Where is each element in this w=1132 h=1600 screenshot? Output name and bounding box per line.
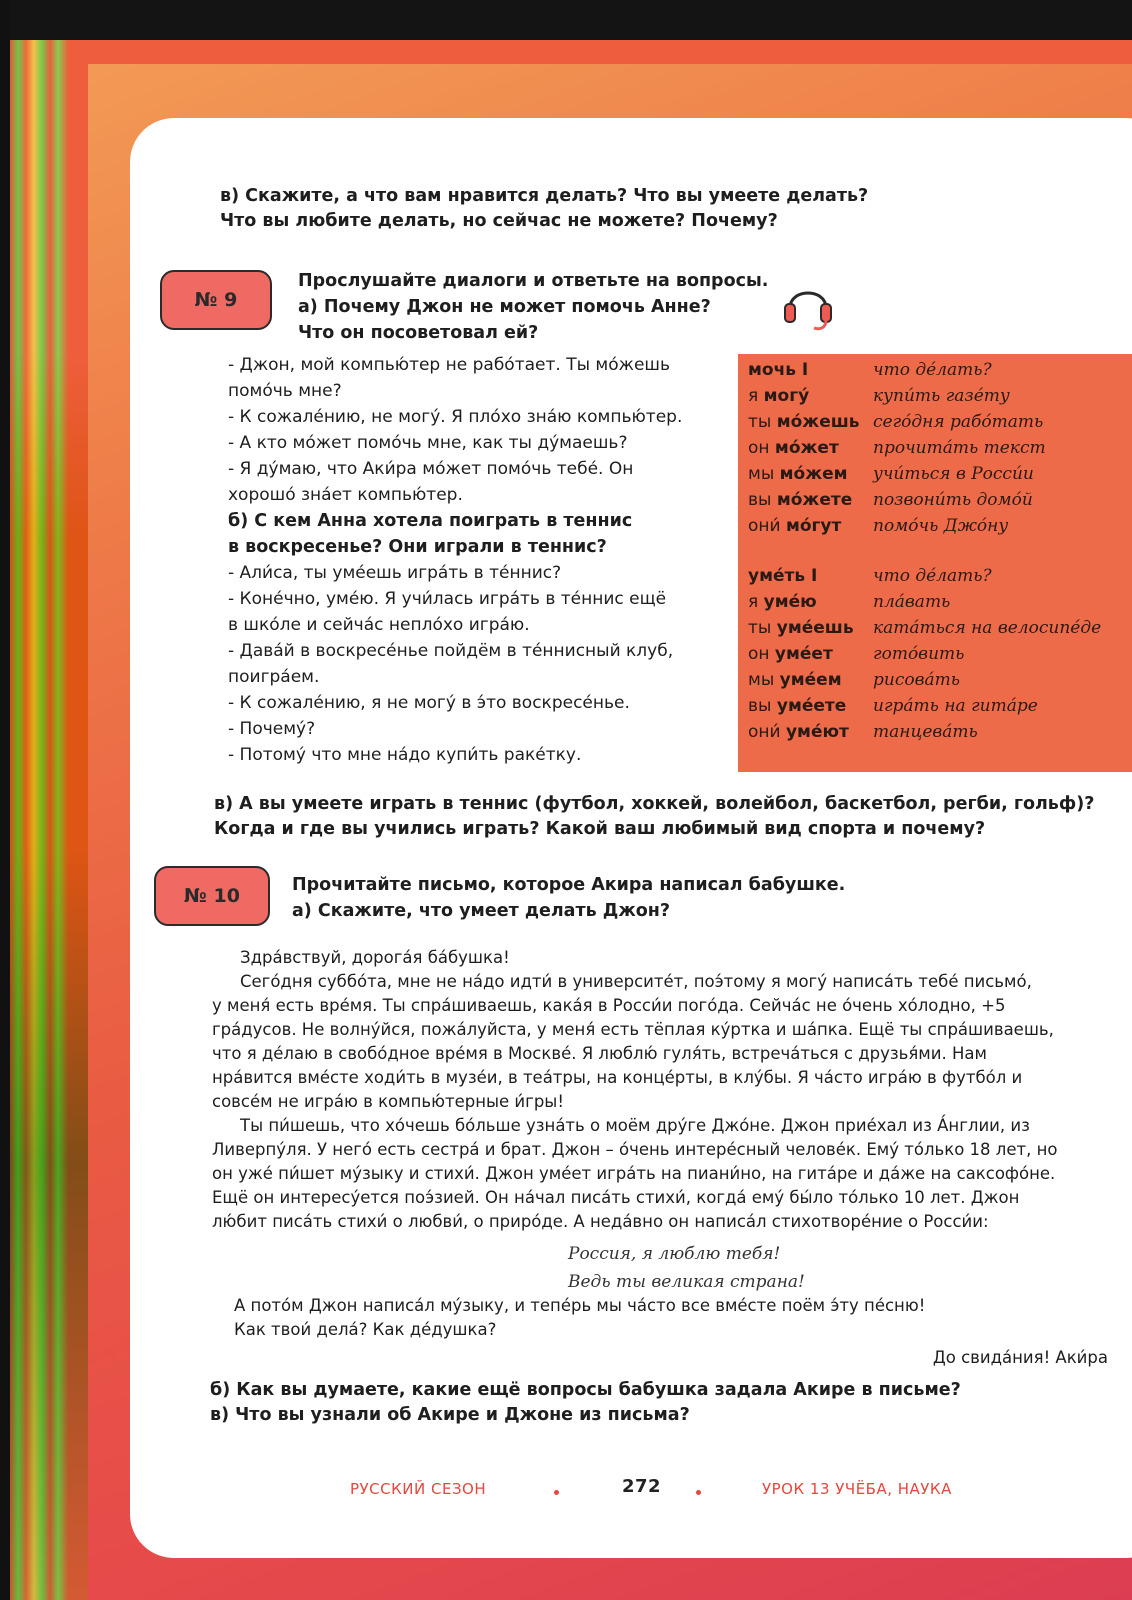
verb-example: помо́чь Джо́ну bbox=[873, 516, 1009, 536]
verb-pronoun: мы bbox=[748, 670, 780, 690]
section-v-line: в) Скажите, а что вам нравится делать? Что вы умеете делать? bbox=[220, 186, 869, 206]
letter-line: Ливерпу́ля. У него́ есть сестра́ и брат. Джон – о́чень интере́сный челове́к. Ему́ то́лько 18 лет, но bbox=[212, 1140, 1058, 1159]
letter-line: Сего́дня суббо́та, мне не на́до идти́ в университе́т, поэ́тому я могу́ написа́ть тебе́ письмо́, bbox=[240, 972, 1032, 991]
verb-row bbox=[748, 464, 1128, 490]
verb-conjugation-box bbox=[738, 354, 1132, 772]
verb-conjugation: мо́жешь bbox=[776, 412, 860, 432]
verb-form bbox=[748, 670, 842, 690]
verb-row bbox=[748, 386, 1128, 412]
verb-form bbox=[748, 696, 846, 716]
exercise-9-header bbox=[298, 268, 768, 346]
verb-conjugation: уме́ть I bbox=[748, 566, 818, 586]
letter-line: лю́бит писа́ть стихи́ о любви́, о приро́де. А неда́вно он написа́л стихотворе́ние о Росси́и: bbox=[212, 1212, 989, 1231]
verb-pronoun: вы bbox=[748, 490, 777, 510]
exercise-9-question-b: в воскресенье? Они играли в теннис? bbox=[228, 537, 607, 557]
dialog-line: поигра́ем. bbox=[228, 667, 320, 687]
dialog-line: - Я ду́маю, что Аки́ра мо́жет помо́чь тебе́. Он bbox=[228, 459, 634, 479]
poem-line: Ведь ты великая страна! bbox=[568, 1272, 805, 1292]
verb-example: рисова́ть bbox=[873, 670, 960, 690]
verb-row bbox=[748, 490, 1128, 516]
letter-line: что я де́лаю в свобо́дное вре́мя в Москве́. Я люблю́ гуля́ть, встреча́ться с друзья́ми. Нам bbox=[212, 1044, 987, 1063]
page-number: 272 bbox=[622, 1476, 662, 1497]
verb-example: танцева́ть bbox=[873, 722, 978, 742]
verb-example: гото́вить bbox=[873, 644, 965, 664]
verb-example: что де́лать? bbox=[873, 360, 992, 380]
poem bbox=[568, 1240, 805, 1296]
verb-pronoun: ты bbox=[748, 618, 777, 638]
verb-row bbox=[748, 644, 1128, 670]
verb-row bbox=[748, 722, 1128, 748]
exercise-10-question-b: б) Как вы думаете, какие ещё вопросы бабушка задала Акире в письме? bbox=[210, 1380, 961, 1400]
verb-conjugation: мо́жет bbox=[774, 438, 839, 458]
dialog-line: - К сожале́нию, я не могу́ в э́то воскресе́нье. bbox=[228, 693, 630, 713]
exercise-9-instruction: Прослушайте диалоги и ответьте на вопросы. bbox=[298, 271, 769, 291]
letter-line: совсе́м не игра́ю в компью́терные и́гры! bbox=[212, 1092, 564, 1111]
verb-pronoun: они́ bbox=[748, 516, 786, 536]
letter-ending bbox=[234, 1294, 925, 1342]
dialog-line: - Потому́ что мне на́до купи́ть раке́тку. bbox=[228, 745, 582, 765]
exercise-10-badge: № 10 bbox=[154, 866, 270, 926]
verb-conjugation: уме́ете bbox=[776, 696, 847, 716]
letter-line: нра́вится вме́сте ходи́ть в музе́и, в теа́тры, на конце́рты, в клу́бы. Я ча́сто игра́ю в футбо́л и bbox=[212, 1068, 1023, 1087]
verb-example: позвони́ть домо́й bbox=[873, 490, 1033, 510]
verb-conjugation: мо́жем bbox=[779, 464, 848, 484]
dialog-line: в шко́ле и сейча́с непло́хо игра́ю. bbox=[228, 615, 530, 635]
verb-example: игра́ть на гита́ре bbox=[873, 696, 1038, 716]
section-v-line: Что вы любите делать, но сейчас не можете? Почему? bbox=[220, 211, 778, 231]
verb-row bbox=[748, 360, 1128, 386]
verb-form bbox=[748, 618, 854, 638]
letter-line: гра́дусов. Не волну́йся, пожа́луйста, у меня́ есть тёплая ку́ртка и ша́пка. Ещё ты спра́шиваешь, bbox=[212, 1020, 1054, 1039]
verb-example: пла́вать bbox=[873, 592, 951, 612]
verb-conjugation: уме́ю bbox=[763, 592, 817, 612]
letter-line: Ты пи́шешь, что хо́чешь бо́льше узна́ть о моём дру́ге Джо́не. Джон прие́хал из А́нглии, из bbox=[240, 1116, 1030, 1135]
footer-book-title: РУССКИЙ СЕЗОН bbox=[350, 1480, 487, 1498]
footer-lesson-title: УРОК 13 УЧЁБА, НАУКА bbox=[762, 1480, 952, 1498]
verb-form bbox=[748, 566, 817, 586]
verb-row bbox=[748, 670, 1128, 696]
exercise-10-question-a: а) Скажите, что умеет делать Джон? bbox=[292, 901, 671, 921]
verb-pronoun: я bbox=[748, 386, 764, 406]
verb-example: что де́лать? bbox=[873, 566, 992, 586]
verb-row bbox=[748, 412, 1128, 438]
letter-greeting: Здра́вствуй, дорога́я ба́бушка! bbox=[240, 948, 510, 967]
verb-pronoun: мы bbox=[748, 464, 780, 484]
letter-signature: До свида́ния! Аки́ра bbox=[932, 1348, 1108, 1367]
footer-dot bbox=[696, 1490, 701, 1495]
letter-line: Ещё он интересу́ется поэ́зией. Он на́чал писа́ть стихи́, когда́ ему́ бы́ло то́лько 10 лет. Джон bbox=[212, 1188, 1020, 1207]
letter bbox=[212, 946, 1057, 1234]
letter-line: Как твои́ дела́? Как де́душка? bbox=[234, 1320, 497, 1339]
verb-example: ката́ться на велосипе́де bbox=[873, 618, 1102, 638]
verb-example: учи́ться в Росси́и bbox=[873, 464, 1034, 484]
verb-form bbox=[748, 644, 833, 664]
verb-conjugation: уме́ет bbox=[774, 644, 833, 664]
verb-form bbox=[748, 438, 839, 458]
verb-conjugation: уме́ют bbox=[785, 722, 849, 742]
verb-pronoun: он bbox=[748, 438, 775, 458]
dialog-line: хорошо́ зна́ет компью́тер. bbox=[228, 485, 463, 505]
question-v-line: Когда и где вы учились играть? Какой ваш любимый вид спорта и почему? bbox=[214, 819, 986, 839]
verb-conjugation: мочь I bbox=[748, 360, 809, 380]
verb-form bbox=[748, 490, 852, 510]
section-v-top bbox=[220, 184, 868, 234]
verb-pronoun: ты bbox=[748, 412, 777, 432]
verb-example: купи́ть газе́ту bbox=[873, 386, 1010, 406]
verb-form bbox=[748, 464, 848, 484]
verb-conjugation: могу́ bbox=[763, 386, 810, 406]
dialog-line: помо́чь мне? bbox=[228, 381, 342, 401]
verb-row bbox=[748, 592, 1128, 618]
exercise-10-questions bbox=[210, 1378, 961, 1428]
headphones-icon bbox=[780, 276, 836, 332]
question-v-line: в) А вы умеете играть в теннис (футбол, хоккей, волейбол, баскетбол, регби, гольф)? bbox=[214, 794, 1095, 814]
letter-line: А пото́м Джон написа́л му́зыку, и тепе́рь мы ча́сто все вме́сте поём э́ту пе́сню! bbox=[234, 1296, 926, 1315]
dialog-line: - К сожале́нию, не могу́. Я пло́хо зна́ю компью́тер. bbox=[228, 407, 683, 427]
verb-pronoun: он bbox=[748, 644, 775, 664]
scan-left-edge bbox=[0, 0, 10, 1600]
dialog-line: - Али́са, ты уме́ешь игра́ть в те́ннис? bbox=[228, 563, 562, 583]
verb-row bbox=[748, 618, 1128, 644]
verb-pronoun: они́ bbox=[748, 722, 786, 742]
verb-conjugation: мо́гут bbox=[785, 516, 842, 536]
dialog-line: - А кто мо́жет помо́чь мне, как ты ду́маешь? bbox=[228, 433, 628, 453]
letter-line: у меня́ есть вре́мя. Ты спра́шиваешь, кака́я в Росси́и пого́да. Сейча́с не о́чень хо́лодно, +5 bbox=[212, 996, 1006, 1015]
verb-form bbox=[748, 592, 817, 612]
dialog-line: - Коне́чно, уме́ю. Я учи́лась игра́ть в те́ннис ещё bbox=[228, 589, 667, 609]
verb-form bbox=[748, 722, 849, 742]
verb-row bbox=[748, 696, 1128, 722]
exercise-9-badge: № 9 bbox=[160, 270, 272, 330]
exercise-9-question-a2: Что он посоветовал ей? bbox=[298, 323, 539, 343]
verb-form bbox=[748, 516, 841, 536]
exercise-10-question-v: в) Что вы узнали об Акире и Джоне из письма? bbox=[210, 1405, 690, 1425]
verb-row bbox=[748, 438, 1128, 464]
exercise-9-question-v bbox=[214, 792, 1094, 842]
letter-line: он уже́ пи́шет му́зыку и стихи́. Джон уме́ет игра́ть на пиани́но, на гита́ре и да́же на саксофо́не. bbox=[212, 1164, 1056, 1183]
exercise-10-header bbox=[292, 872, 845, 924]
verb-example: сего́дня рабо́тать bbox=[873, 412, 1044, 432]
verb-pronoun: вы bbox=[748, 696, 777, 716]
dialog-a bbox=[228, 352, 682, 768]
verb-row bbox=[748, 516, 1128, 542]
dialog-line: - Джон, мой компью́тер не рабо́тает. Ты мо́жешь bbox=[228, 355, 670, 375]
footer-dot bbox=[554, 1490, 559, 1495]
exercise-10-instruction: Прочитайте письмо, которое Акира написал бабушке. bbox=[292, 875, 846, 895]
dialog-line: - Почему́? bbox=[228, 719, 316, 739]
verb-form bbox=[748, 360, 808, 380]
verb-conjugation: уме́ешь bbox=[776, 618, 854, 638]
poem-line: Россия, я люблю тебя! bbox=[568, 1244, 781, 1264]
verb-conjugation: уме́ем bbox=[779, 670, 842, 690]
dialog-line: - Дава́й в воскресе́нье пойдём в те́ннисный клуб, bbox=[228, 641, 674, 661]
verb-row bbox=[748, 566, 1128, 592]
verb-form bbox=[748, 386, 809, 406]
exercise-9-question-a: а) Почему Джон не может помочь Анне? bbox=[298, 297, 711, 317]
verb-form bbox=[748, 412, 860, 432]
verb-conjugation: мо́жете bbox=[776, 490, 853, 510]
exercise-9-question-b: б) С кем Анна хотела поиграть в теннис bbox=[228, 511, 633, 531]
verb-example: прочита́ть текст bbox=[873, 438, 1046, 458]
verb-pronoun: я bbox=[748, 592, 764, 612]
